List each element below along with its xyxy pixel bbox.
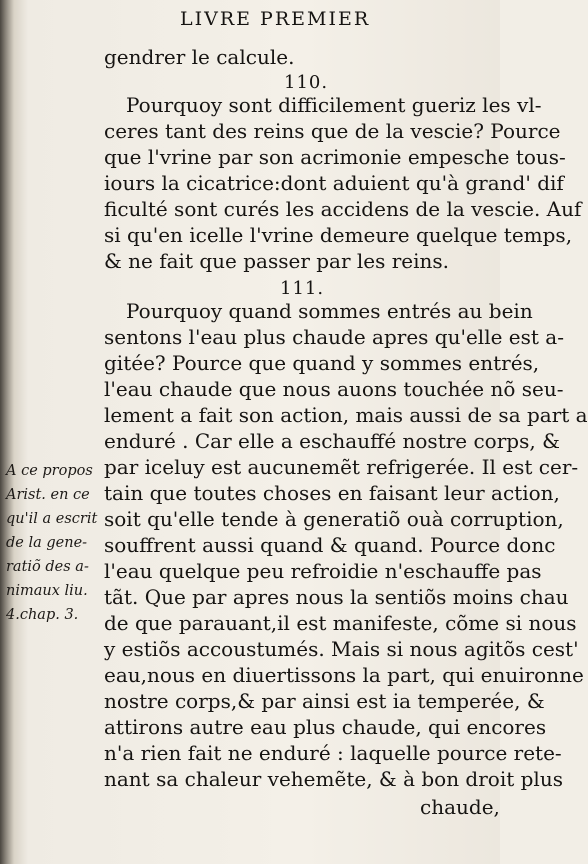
text-line: Pourquoy quand sommes entrés au bein bbox=[126, 299, 533, 323]
margin-note-line: nimaux liu. bbox=[6, 583, 88, 599]
text-line: y estiõs accoustumés. Mais si nous agitõs cest' bbox=[104, 637, 579, 661]
text-line: ficulté sont curés les accidens de la vescie. Auf bbox=[104, 197, 582, 221]
margin-note-line: 4.chap. 3. bbox=[6, 607, 79, 623]
text-line: gitée? Pource que quand y sommes entrés, bbox=[104, 351, 540, 375]
text-line: iours la cicatrice:dont aduient qu'à grand' dif bbox=[104, 171, 564, 195]
text-line: tain que toutes choses en faisant leur action, bbox=[104, 481, 560, 505]
text-line: de que parauant,il est manifeste, cõme si nous bbox=[104, 611, 577, 635]
section-number: 111. bbox=[280, 278, 325, 299]
text-line: & ne fait que passer par les reins. bbox=[104, 249, 450, 273]
text-line: l'eau quelque peu refroidie n'eschauffe pas bbox=[104, 559, 542, 583]
text-line: si qu'en icelle l'vrine demeure quelque temps, bbox=[104, 223, 573, 247]
text-line: eau,nous en diuertissons la part, qui enuironne bbox=[104, 663, 584, 687]
text-line: chaude, bbox=[420, 795, 500, 819]
text-line: attirons autre eau plus chaude, qui encores bbox=[104, 715, 547, 739]
text-line: souffrent aussi quand & quand. Pource donc bbox=[104, 533, 556, 557]
text-line: lement a fait son action, mais aussi de sa part a bbox=[104, 403, 588, 427]
margin-note-line: qu'il a escrit bbox=[6, 511, 98, 527]
text-line: soit qu'elle tende à generatiõ ouà corruption, bbox=[104, 507, 564, 531]
text-line: n'a rien fait ne enduré : laquelle pource rete- bbox=[104, 741, 562, 765]
text-line: enduré . Car elle a eschauffé nostre corps, & bbox=[104, 429, 560, 453]
text-line: nant sa chaleur vehemẽte, & à bon droit plus bbox=[104, 767, 563, 791]
text-line: tãt. Que par apres nous la sentiõs moins chau bbox=[104, 585, 569, 609]
text-line: gendrer le calcule. bbox=[104, 45, 295, 69]
margin-note-line: de la gene- bbox=[6, 535, 88, 551]
margin-note-line: A ce propos bbox=[6, 463, 93, 479]
text-line: par iceluy est aucunemẽt refrigerée. Il est cer- bbox=[104, 455, 579, 479]
text-line: l'eau chaude que nous auons touchée nõ seu- bbox=[104, 377, 564, 401]
text-line: Pourquoy sont difficilement gueriz les vl- bbox=[126, 93, 542, 117]
margin-note-line: ratiõ des a- bbox=[6, 559, 89, 575]
text-line: ceres tant des reins que de la vescie? Pource bbox=[104, 119, 561, 143]
running-head: LIVRE PREMIER bbox=[180, 8, 371, 30]
text-line: que l'vrine par son acrimonie empesche tous- bbox=[104, 145, 566, 169]
text-line: nostre corps,& par ainsi est ia temperée, & bbox=[104, 689, 545, 713]
section-number: 110. bbox=[284, 72, 329, 93]
margin-note-line: Arist. en ce bbox=[6, 487, 90, 503]
text-line: sentons l'eau plus chaude apres qu'elle est a- bbox=[104, 325, 564, 349]
